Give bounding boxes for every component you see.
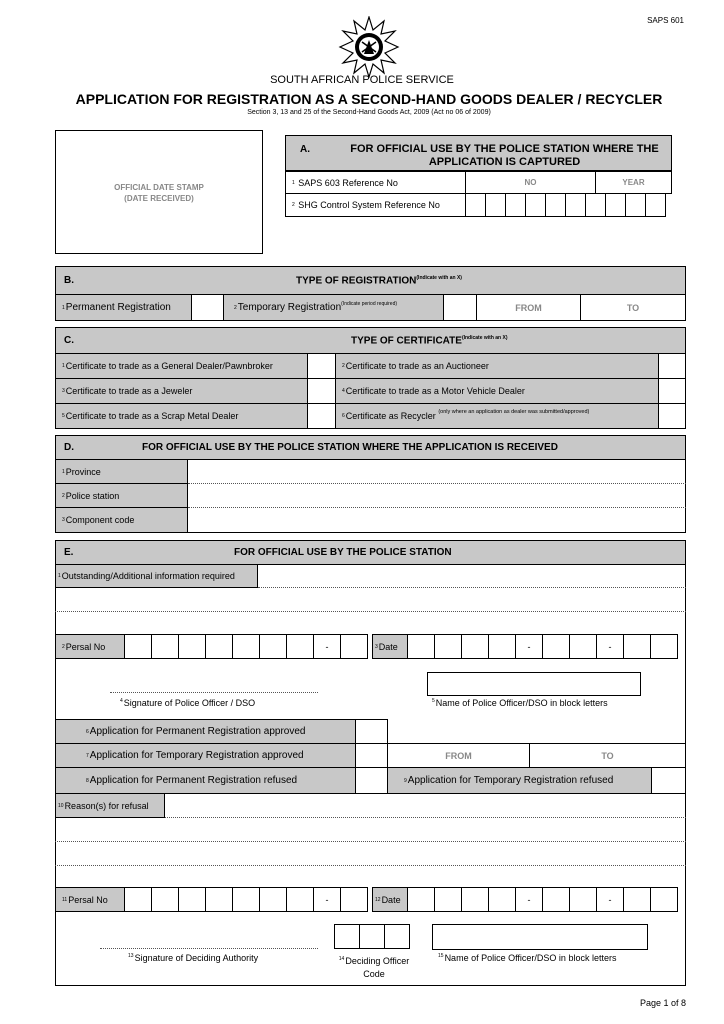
section-a-header [285, 135, 672, 171]
section-a-letter: A. [300, 144, 310, 155]
persal-no-2-grid[interactable] [125, 887, 372, 912]
date-label: 3 Date [372, 634, 408, 659]
cert-scrap-metal-checkbox[interactable] [307, 403, 336, 429]
section-a-title1: FOR OFFICIAL USE BY THE POLICE STATION WHERE THE [350, 143, 659, 155]
officer-signature-line[interactable] [110, 680, 318, 693]
component-code-field[interactable] [188, 507, 686, 533]
section-b-title: TYPE OF $REGISTRATION^{(Indicate with an X)}$ [296, 274, 462, 287]
officer-name-2-field[interactable] [432, 924, 648, 950]
permanent-registration-label: 1 Permanent Registration [55, 294, 192, 321]
outstanding-info-label: 1 Outstanding/Additional information required [55, 564, 258, 588]
temp-approved-checkbox[interactable] [355, 743, 388, 768]
refusal-reasons-field[interactable] [165, 793, 686, 818]
stamp-line1: OFFICIAL DATE STAMP [114, 183, 204, 192]
component-code-label: 3 Component code [55, 507, 188, 533]
section-e-title: FOR OFFICIAL USE BY THE POLICE STATION [234, 547, 452, 558]
date-dash2: - [596, 634, 624, 659]
temp-reg-to-field[interactable]: TO [580, 294, 686, 321]
date2-dash1: - [515, 887, 543, 912]
section-d-title: FOR OFFICIAL USE BY THE POLICE STATION WHERE THE APPLICATION IS RECEIVED [142, 442, 558, 453]
deciding-officer-code-caption: $^{14}$Deciding Officer Code [338, 956, 410, 979]
section-b-header [55, 266, 686, 295]
cert-general-dealer-checkbox[interactable] [307, 353, 336, 379]
cert-scrap-metal-label: 5 Certificate to trade as a Scrap Metal Dealer [55, 403, 308, 429]
saps603-ref-label: 1 SAPS 603 Reference No [285, 171, 466, 194]
authority-signature-caption: $^{13}$Signature of Deciding Authority [128, 953, 259, 963]
cert-jeweler-checkbox[interactable] [307, 378, 336, 404]
cert-general-dealer-label: 1 Certificate to trade as a General Dealer/Pawnbroker [55, 353, 308, 379]
date-2-label: 12 Date [372, 887, 408, 912]
perm-approved-label: 6 Application for Permanent Registration approved [55, 719, 356, 744]
temporary-registration-label: 2 Temporary Registration (Indicate period required) [223, 294, 444, 321]
section-a-title2: APPLICATION IS CAPTURED [428, 156, 581, 168]
cert-motor-vehicle-checkbox[interactable] [658, 378, 686, 404]
perm-refused-label: 8 Application for Permanent Registration refused [55, 767, 356, 794]
date-dash1: - [515, 634, 543, 659]
temp-refused-label: 9 Application for Temporary Registration refused [387, 767, 652, 794]
date-grid[interactable] [408, 634, 686, 659]
cert-recycler-checkbox[interactable] [658, 403, 686, 429]
permanent-registration-checkbox[interactable] [191, 294, 224, 321]
persal-no-2-label: 11 Persal No [55, 887, 125, 912]
section-c-header [55, 327, 686, 354]
refusal-reasons-line2[interactable] [55, 818, 686, 842]
persal2-dash: - [313, 887, 341, 912]
cert-recycler-label: 6 Certificate as Recycler (only where an application as dealer was submitted/approved) [335, 403, 659, 429]
temp-refused-checkbox[interactable] [651, 767, 686, 794]
police-station-field[interactable] [188, 483, 686, 508]
page-title: APPLICATION FOR REGISTRATION AS A SECOND-HAND GOODS DEALER / RECYCLER [75, 91, 663, 107]
province-field[interactable] [188, 459, 686, 484]
section-c-title: TYPE OF $CERTIFICATE^{(Indicate with an X)}$ [351, 334, 508, 347]
section-e-letter: E. [64, 547, 74, 558]
deciding-officer-code-grid[interactable] [335, 924, 413, 949]
province-label: 1 Province [55, 459, 188, 484]
shg-control-ref-grid[interactable] [466, 193, 672, 217]
persal-dash: - [313, 634, 341, 659]
officer-name-2-caption: $^{15}$Name of Police Officer/DSO in block letters [438, 953, 617, 963]
outstanding-info-line2[interactable] [55, 588, 686, 612]
outstanding-info-field[interactable] [258, 564, 686, 588]
cert-auctioneer-checkbox[interactable] [658, 353, 686, 379]
officer-name-caption: $^5$Name of Police Officer/DSO in block letters [432, 698, 608, 708]
temp-reg-from-field[interactable]: FROM [476, 294, 581, 321]
perm-refused-checkbox[interactable] [355, 767, 388, 794]
refusal-reasons-line3[interactable] [55, 842, 686, 866]
refusal-reasons-label: 10 Reason(s) for refusal [55, 793, 165, 818]
cert-jeweler-label: 3 Certificate to trade as a Jeweler [55, 378, 308, 404]
shg-control-ref-label: 2 SHG Control System Reference No [285, 193, 466, 217]
temporary-registration-checkbox[interactable] [443, 294, 477, 321]
page-number: Page 1 of 8 [639, 998, 686, 1008]
page-subtitle: Section 3, 13 and 25 of the Second-Hand Goods Act, 2009 (Act no 06 of 2009) [247, 109, 491, 116]
section-d-letter: D. [64, 442, 74, 453]
persal-no-grid[interactable] [125, 634, 372, 659]
cert-motor-vehicle-label: 4 Certificate to trade as a Motor Vehicle Dealer [335, 378, 659, 404]
stamp-line2: (DATE RECEIVED) [124, 194, 194, 203]
officer-signature-caption: $^4$Signature of Police Officer / DSO [120, 698, 256, 708]
section-e-header [55, 540, 686, 565]
authority-signature-line[interactable] [100, 936, 318, 949]
form-code: SAPS 601 [647, 16, 684, 25]
police-station-label: 2 Police station [55, 483, 188, 508]
date-2-grid[interactable] [408, 887, 686, 912]
saps603-ref-year-field[interactable]: YEAR [595, 171, 672, 194]
persal-no-label: 2 Persal No [55, 634, 125, 659]
cert-auctioneer-label: 2 Certificate to trade as an Auctioneer [335, 353, 659, 379]
saps603-ref-no-field[interactable]: NO [465, 171, 596, 194]
perm-approved-checkbox[interactable] [355, 719, 388, 744]
org-name: SOUTH AFRICAN POLICE SERVICE [270, 74, 454, 86]
date2-dash2: - [596, 887, 624, 912]
official-date-stamp-box [55, 130, 263, 254]
officer-name-field[interactable] [427, 672, 641, 696]
section-b-letter: B. [64, 275, 74, 286]
saps-emblem-icon [338, 16, 400, 78]
section-d-header [55, 435, 686, 460]
outstanding-info-line3[interactable] [55, 612, 686, 635]
temp-approved-label: 7 Application for Temporary Registration approved [55, 743, 356, 768]
temp-approved-from-field[interactable]: FROM [387, 743, 530, 768]
section-c-letter: C. [64, 335, 74, 346]
temp-approved-to-field[interactable]: TO [529, 743, 686, 768]
